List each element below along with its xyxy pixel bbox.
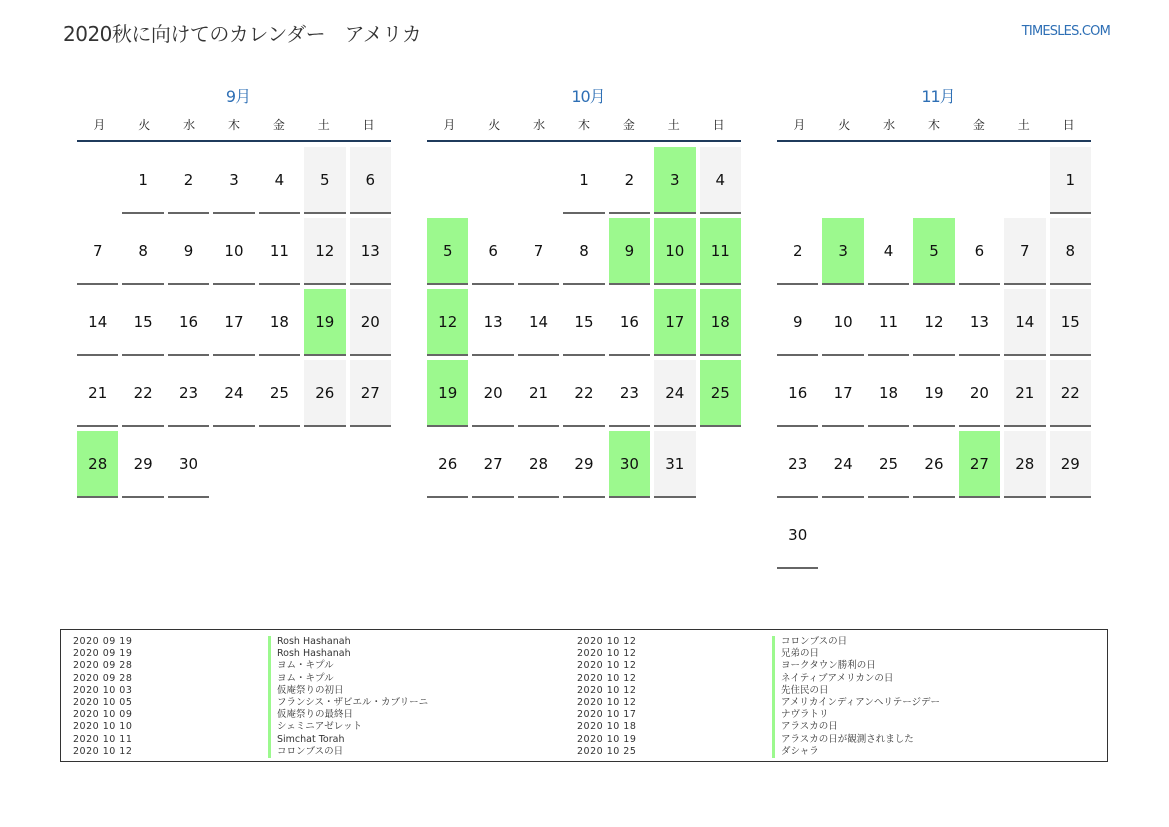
empty-cell bbox=[1004, 147, 1045, 214]
day-cell[interactable]: 26 bbox=[304, 360, 345, 427]
day-cell[interactable]: 8 bbox=[563, 218, 604, 285]
day-cell[interactable]: 6 bbox=[959, 218, 1000, 285]
day-cell[interactable]: 26 bbox=[427, 431, 468, 498]
day-cell[interactable]: 7 bbox=[518, 218, 559, 285]
day-cell[interactable]: 26 bbox=[913, 431, 954, 498]
weekday-label: 金 bbox=[622, 117, 635, 132]
empty-cell bbox=[472, 147, 513, 214]
holiday-date: 2020 10 12 bbox=[577, 672, 637, 684]
day-cell[interactable]: 14 bbox=[1004, 289, 1045, 356]
holiday-date: 2020 10 17 bbox=[577, 709, 637, 721]
day-cell[interactable]: 9 bbox=[168, 218, 209, 285]
day-cell[interactable]: 27 bbox=[350, 360, 391, 427]
holiday-row bbox=[73, 734, 428, 746]
day-cell[interactable]: 2 bbox=[168, 147, 209, 214]
holiday-name: アラスカの日 bbox=[772, 721, 838, 733]
day-cell[interactable]: 21 bbox=[77, 360, 118, 427]
day-cell[interactable]: 23 bbox=[609, 360, 650, 427]
holiday-name: コロンブスの日 bbox=[772, 636, 847, 648]
holiday-date: 2020 09 28 bbox=[73, 660, 133, 672]
day-cell[interactable]: 25 bbox=[259, 360, 300, 427]
weekday-header bbox=[777, 108, 1091, 142]
day-cell[interactable]: 25 bbox=[700, 360, 741, 427]
holiday-name: 仮庵祭りの最終日 bbox=[268, 709, 353, 721]
empty-cell bbox=[777, 147, 818, 214]
holiday-date: 2020 10 12 bbox=[577, 684, 637, 696]
day-cell[interactable]: 31 bbox=[654, 431, 695, 498]
holiday-date: 2020 10 18 bbox=[577, 721, 637, 733]
day-grid bbox=[427, 147, 745, 498]
day-cell[interactable]: 7 bbox=[1004, 218, 1045, 285]
day-cell[interactable]: 4 bbox=[700, 147, 741, 214]
day-cell[interactable]: 1 bbox=[122, 147, 163, 214]
day-cell[interactable]: 9 bbox=[777, 289, 818, 356]
day-cell[interactable]: 9 bbox=[609, 218, 650, 285]
day-cell[interactable]: 8 bbox=[1050, 218, 1091, 285]
day-cell[interactable]: 13 bbox=[472, 289, 513, 356]
day-cell[interactable]: 11 bbox=[868, 289, 909, 356]
weekday-label: 土 bbox=[1017, 117, 1030, 132]
holiday-row bbox=[577, 697, 940, 709]
holiday-date: 2020 10 09 bbox=[73, 709, 133, 721]
day-cell[interactable]: 22 bbox=[563, 360, 604, 427]
holiday-name: Simchat Torah bbox=[268, 734, 344, 746]
day-cell[interactable]: 6 bbox=[350, 147, 391, 214]
holiday-row bbox=[577, 746, 940, 758]
page-title: 2020秋に向けてのカレンダー アメリカ bbox=[63, 22, 422, 46]
holiday-list-left bbox=[73, 636, 428, 758]
day-cell[interactable]: 5 bbox=[304, 147, 345, 214]
empty-cell bbox=[518, 147, 559, 214]
weekday-label: 水 bbox=[533, 117, 546, 132]
weekday-label: 木 bbox=[578, 117, 591, 132]
weekday-label: 月 bbox=[443, 117, 456, 132]
holiday-date: 2020 10 25 bbox=[577, 745, 637, 757]
holiday-name: ヨム・キプル bbox=[268, 673, 334, 685]
day-cell[interactable]: 20 bbox=[472, 360, 513, 427]
day-cell[interactable]: 8 bbox=[122, 218, 163, 285]
day-cell[interactable]: 17 bbox=[213, 289, 254, 356]
day-cell[interactable]: 25 bbox=[868, 431, 909, 498]
holiday-row bbox=[73, 648, 428, 660]
site-link[interactable]: TIMESLES.COM bbox=[1021, 24, 1110, 39]
holiday-name: 兄弟の日 bbox=[772, 648, 819, 660]
weekday-label: 水 bbox=[883, 117, 896, 132]
day-cell[interactable]: 22 bbox=[122, 360, 163, 427]
day-cell[interactable]: 12 bbox=[427, 289, 468, 356]
holiday-name: ダシャラ bbox=[772, 746, 819, 758]
weekday-label: 土 bbox=[317, 117, 330, 132]
weekday-label: 日 bbox=[1062, 117, 1075, 132]
holiday-row bbox=[73, 709, 428, 721]
holiday-list-right bbox=[577, 636, 940, 758]
holiday-name: 仮庵祭りの初日 bbox=[268, 685, 344, 697]
holiday-row bbox=[73, 721, 428, 733]
day-cell[interactable]: 20 bbox=[959, 360, 1000, 427]
day-cell[interactable]: 28 bbox=[518, 431, 559, 498]
day-cell[interactable]: 24 bbox=[822, 431, 863, 498]
day-cell[interactable]: 20 bbox=[350, 289, 391, 356]
day-cell[interactable]: 17 bbox=[822, 360, 863, 427]
day-grid bbox=[777, 147, 1095, 569]
month-september bbox=[77, 84, 395, 498]
day-cell[interactable]: 11 bbox=[259, 218, 300, 285]
holiday-date: 2020 09 19 bbox=[73, 636, 133, 647]
holiday-row bbox=[73, 673, 428, 685]
holiday-date: 2020 10 19 bbox=[577, 733, 637, 745]
holiday-row bbox=[73, 685, 428, 697]
day-cell[interactable]: 16 bbox=[777, 360, 818, 427]
day-cell[interactable]: 18 bbox=[868, 360, 909, 427]
month-november bbox=[777, 84, 1095, 569]
day-cell[interactable]: 13 bbox=[350, 218, 391, 285]
day-cell[interactable]: 15 bbox=[122, 289, 163, 356]
holiday-name: ネイティブアメリカンの日 bbox=[772, 673, 893, 685]
day-cell[interactable]: 4 bbox=[259, 147, 300, 214]
weekday-label: 金 bbox=[972, 117, 985, 132]
holiday-date: 2020 10 12 bbox=[577, 660, 637, 672]
weekday-label: 日 bbox=[362, 117, 375, 132]
day-cell[interactable]: 11 bbox=[700, 218, 741, 285]
holiday-row bbox=[73, 660, 428, 672]
day-grid bbox=[77, 147, 395, 498]
weekday-label: 土 bbox=[667, 117, 680, 132]
holiday-date: 2020 10 03 bbox=[73, 684, 133, 696]
day-cell[interactable]: 24 bbox=[213, 360, 254, 427]
day-cell[interactable]: 7 bbox=[77, 218, 118, 285]
holiday-row bbox=[73, 746, 428, 758]
holiday-list bbox=[60, 629, 1108, 762]
month-name: 9月 bbox=[225, 87, 251, 106]
weekday-header bbox=[427, 108, 741, 142]
holiday-name: シェミニアゼレット bbox=[268, 721, 362, 733]
day-cell[interactable]: 16 bbox=[168, 289, 209, 356]
day-cell[interactable]: 23 bbox=[168, 360, 209, 427]
holiday-row bbox=[577, 648, 940, 660]
holiday-name: コロンブスの日 bbox=[268, 746, 343, 758]
weekday-label: 木 bbox=[928, 117, 941, 132]
weekday-label: 火 bbox=[838, 117, 851, 132]
holiday-name: ナヴラトリ bbox=[772, 709, 829, 721]
day-cell[interactable]: 14 bbox=[77, 289, 118, 356]
day-cell[interactable]: 5 bbox=[913, 218, 954, 285]
holiday-row bbox=[577, 721, 940, 733]
holiday-row bbox=[577, 734, 940, 746]
holiday-date: 2020 10 10 bbox=[73, 721, 133, 733]
day-cell[interactable]: 2 bbox=[609, 147, 650, 214]
day-cell[interactable]: 29 bbox=[563, 431, 604, 498]
holiday-name: 先住民の日 bbox=[772, 685, 829, 697]
month-name: 10月 bbox=[571, 87, 605, 106]
day-cell[interactable]: 10 bbox=[654, 218, 695, 285]
empty-cell bbox=[427, 147, 468, 214]
day-cell[interactable]: 15 bbox=[563, 289, 604, 356]
day-cell[interactable]: 29 bbox=[1050, 431, 1091, 498]
day-cell[interactable]: 10 bbox=[213, 218, 254, 285]
weekday-label: 火 bbox=[138, 117, 151, 132]
holiday-name: ヨークタウン勝利の日 bbox=[772, 660, 876, 672]
day-cell[interactable]: 24 bbox=[654, 360, 695, 427]
holiday-date: 2020 09 28 bbox=[73, 672, 133, 684]
holiday-name: Rosh Hashanah bbox=[268, 636, 351, 648]
holiday-name: アラスカの日が観測されました bbox=[772, 734, 914, 746]
day-cell[interactable]: 4 bbox=[868, 218, 909, 285]
day-cell[interactable]: 21 bbox=[1004, 360, 1045, 427]
day-cell[interactable]: 19 bbox=[427, 360, 468, 427]
day-cell[interactable]: 23 bbox=[777, 431, 818, 498]
weekday-label: 月 bbox=[793, 117, 806, 132]
holiday-name: Rosh Hashanah bbox=[268, 648, 351, 660]
weekday-header bbox=[77, 108, 391, 142]
weekday-label: 火 bbox=[488, 117, 501, 132]
day-cell[interactable]: 16 bbox=[609, 289, 650, 356]
holiday-name: ヨム・キプル bbox=[268, 660, 334, 672]
empty-cell bbox=[822, 147, 863, 214]
day-cell[interactable]: 3 bbox=[213, 147, 254, 214]
day-cell[interactable]: 19 bbox=[304, 289, 345, 356]
day-cell[interactable]: 30 bbox=[168, 431, 209, 498]
holiday-date: 2020 10 12 bbox=[73, 745, 133, 757]
day-cell[interactable]: 14 bbox=[518, 289, 559, 356]
day-cell[interactable]: 18 bbox=[700, 289, 741, 356]
holiday-name: アメリカインディアンヘリテージデー bbox=[772, 697, 940, 709]
day-cell[interactable]: 18 bbox=[259, 289, 300, 356]
day-cell[interactable]: 30 bbox=[609, 431, 650, 498]
weekday-label: 金 bbox=[272, 117, 285, 132]
day-cell[interactable]: 2 bbox=[777, 218, 818, 285]
holiday-row bbox=[577, 685, 940, 697]
empty-cell bbox=[868, 147, 909, 214]
holiday-date: 2020 09 19 bbox=[73, 648, 133, 660]
day-cell[interactable]: 1 bbox=[563, 147, 604, 214]
day-cell[interactable]: 12 bbox=[304, 218, 345, 285]
day-cell[interactable]: 3 bbox=[822, 218, 863, 285]
holiday-date: 2020 10 05 bbox=[73, 696, 133, 708]
weekday-label: 水 bbox=[183, 117, 196, 132]
holiday-date: 2020 10 12 bbox=[577, 696, 637, 708]
day-cell[interactable]: 5 bbox=[427, 218, 468, 285]
month-name: 11月 bbox=[921, 87, 955, 106]
day-cell[interactable]: 15 bbox=[1050, 289, 1091, 356]
holiday-row bbox=[577, 673, 940, 685]
empty-cell bbox=[77, 147, 118, 214]
holiday-row bbox=[577, 660, 940, 672]
day-cell[interactable]: 27 bbox=[959, 431, 1000, 498]
holiday-row bbox=[577, 636, 940, 648]
empty-cell bbox=[959, 147, 1000, 214]
day-cell[interactable]: 22 bbox=[1050, 360, 1091, 427]
weekday-label: 日 bbox=[712, 117, 725, 132]
day-cell[interactable]: 28 bbox=[1004, 431, 1045, 498]
day-cell[interactable]: 12 bbox=[913, 289, 954, 356]
day-cell[interactable]: 19 bbox=[913, 360, 954, 427]
day-cell[interactable]: 29 bbox=[122, 431, 163, 498]
holiday-row bbox=[73, 636, 428, 648]
day-cell[interactable]: 6 bbox=[472, 218, 513, 285]
empty-cell bbox=[913, 147, 954, 214]
day-cell[interactable]: 10 bbox=[822, 289, 863, 356]
holiday-date: 2020 10 11 bbox=[73, 733, 133, 745]
day-cell[interactable]: 17 bbox=[654, 289, 695, 356]
day-cell[interactable]: 21 bbox=[518, 360, 559, 427]
month-october bbox=[427, 84, 745, 498]
day-cell[interactable]: 30 bbox=[777, 502, 818, 569]
holiday-row bbox=[73, 697, 428, 709]
holiday-date: 2020 10 12 bbox=[577, 636, 637, 647]
holiday-date: 2020 10 12 bbox=[577, 648, 637, 660]
weekday-label: 月 bbox=[93, 117, 106, 132]
holiday-row bbox=[577, 709, 940, 721]
day-cell[interactable]: 13 bbox=[959, 289, 1000, 356]
day-cell[interactable]: 28 bbox=[77, 431, 118, 498]
day-cell[interactable]: 1 bbox=[1050, 147, 1091, 214]
holiday-name: フランシス・ザビエル・カブリーニ bbox=[268, 697, 428, 709]
day-cell[interactable]: 3 bbox=[654, 147, 695, 214]
day-cell[interactable]: 27 bbox=[472, 431, 513, 498]
weekday-label: 木 bbox=[228, 117, 241, 132]
